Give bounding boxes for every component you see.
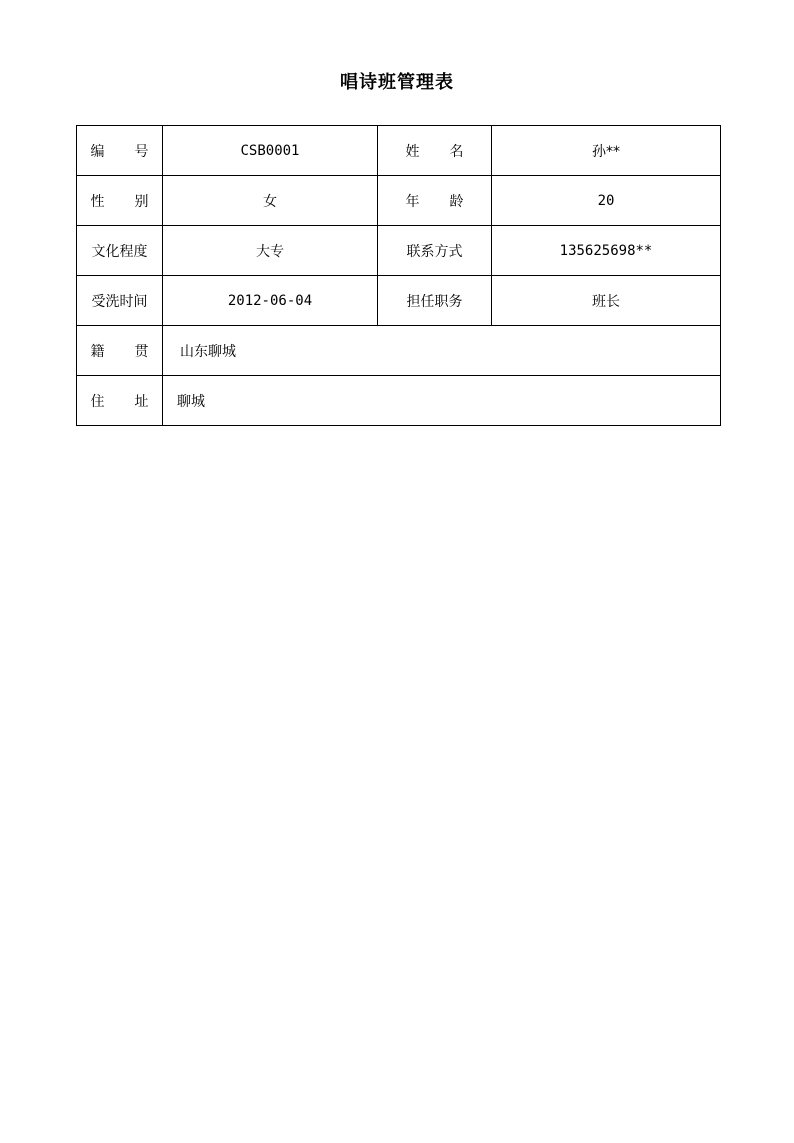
value-name: 孙** (492, 126, 721, 176)
label-baptism-date: 受洗时间 (77, 276, 163, 326)
page-title: 唱诗班管理表 (340, 72, 454, 93)
label-position: 担任职务 (378, 276, 492, 326)
value-id: CSB0001 (163, 126, 378, 176)
table-row (77, 226, 721, 276)
value-age: 20 (492, 176, 721, 226)
table-row (77, 326, 721, 376)
label-gender: 性 别 (77, 176, 163, 226)
label-age: 年 龄 (378, 176, 492, 226)
value-address: 聊城 (163, 376, 721, 426)
label-education: 文化程度 (77, 226, 163, 276)
label-native-place: 籍 贯 (77, 326, 163, 376)
member-info-table (76, 125, 721, 426)
value-contact: 135625698** (492, 226, 721, 276)
value-position: 班长 (492, 276, 721, 326)
table-row (77, 126, 721, 176)
label-contact: 联系方式 (378, 226, 492, 276)
label-id: 编 号 (77, 126, 163, 176)
table-row (77, 276, 721, 326)
label-name: 姓 名 (378, 126, 492, 176)
value-education: 大专 (163, 226, 378, 276)
label-address: 住 址 (77, 376, 163, 426)
table-row (77, 176, 721, 226)
value-baptism-date: 2012-06-04 (163, 276, 378, 326)
value-native-place: 山东聊城 (163, 326, 721, 376)
value-gender: 女 (163, 176, 378, 226)
table-row (77, 376, 721, 426)
